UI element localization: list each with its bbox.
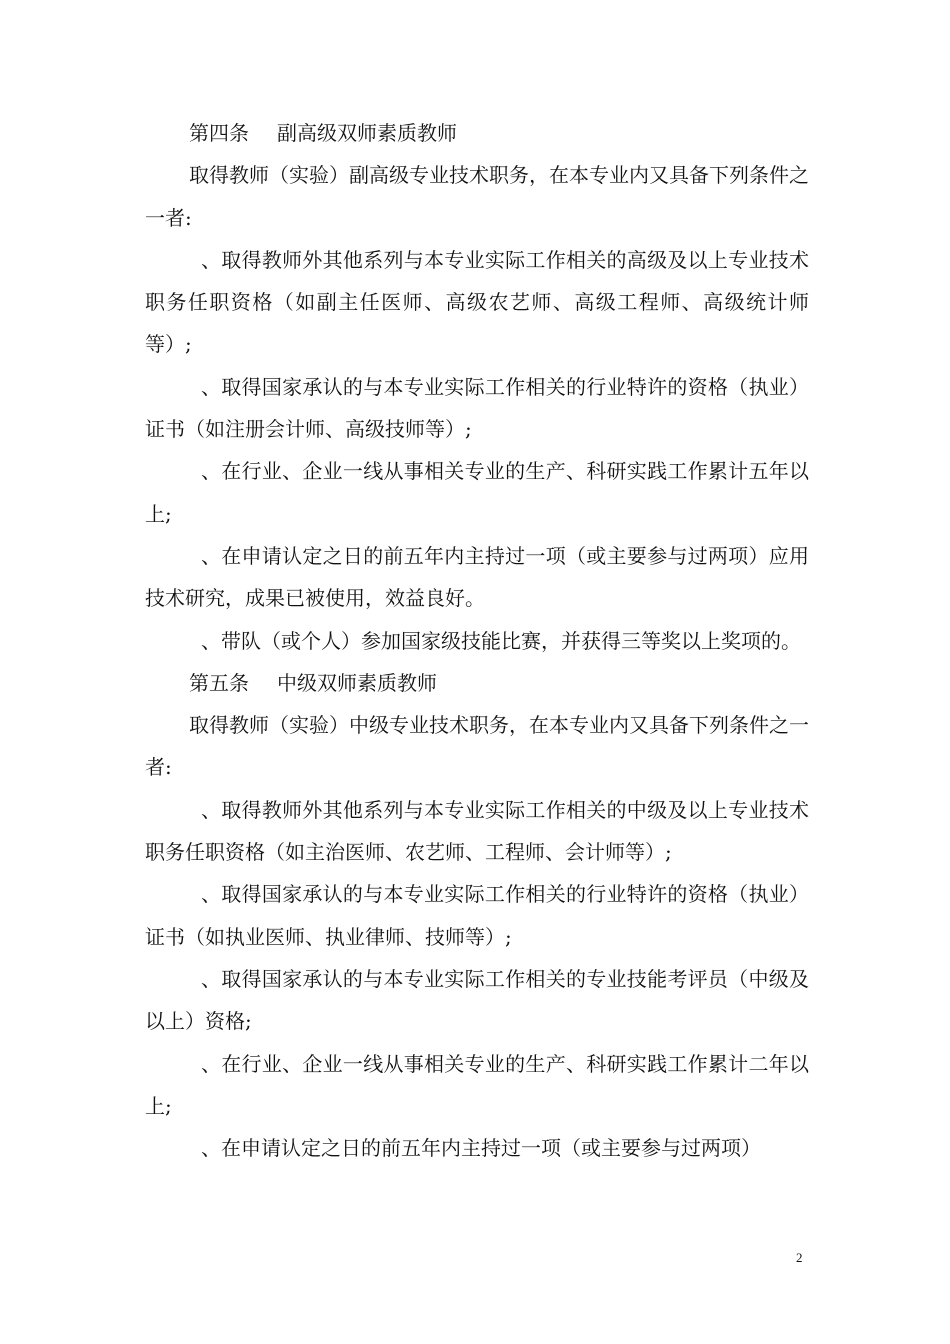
article-4-item-3: 、在行业、企业一线从事相关专业的生产、科研实践工作累计五年以上; bbox=[145, 459, 809, 526]
page-number: 2 bbox=[796, 1250, 803, 1265]
article-4-item-5: 、带队（或个人）参加国家级技能比赛，并获得三等奖以上奖项的。 bbox=[201, 628, 801, 653]
article-5-intro: 取得教师（实验）中级专业技术职务，在本专业内又具备下列条件之一者: bbox=[145, 713, 809, 780]
article-5-heading bbox=[145, 662, 809, 704]
article-5-item-3: 、取得国家承认的与本专业实际工作相关的专业技能考评员（中级及以上）资格; bbox=[145, 966, 809, 1034]
article-4-item-4: 、在申请认定之日的前五年内主持过一项（或主要参与过两项）应用技术研究，成果已被使用，效益良好。 bbox=[145, 543, 809, 611]
article-4-intro: 取得教师（实验）副高级专业技术职务，在本专业内又具备下列条件之一者: bbox=[145, 163, 809, 230]
article-4-number: 第四条 bbox=[189, 121, 249, 145]
article-5-item-2: 、取得国家承认的与本专业实际工作相关的行业特许的资格（执业）证书（如执业医师、执业律师、技师等）; bbox=[145, 882, 809, 949]
article-4-item-1: 、取得教师外其他系列与本专业实际工作相关的高级及以上专业技术职务任职资格（如副主任医师、高级农艺师、高级工程师、高级统计师等）; bbox=[145, 247, 809, 357]
article-4-heading bbox=[145, 112, 809, 154]
document-body bbox=[145, 112, 809, 1169]
article-5-item-1: 、取得教师外其他系列与本专业实际工作相关的中级及以上专业技术职务任职资格（如主治医师、农艺师、工程师、会计师等）; bbox=[145, 797, 809, 865]
article-5-title: 中级双师素质教师 bbox=[277, 670, 437, 695]
article-5-item-5: 、在申请认定之日的前五年内主持过一项（或主要参与过两项） bbox=[201, 1136, 761, 1161]
article-5-item-4: 、在行业、企业一线从事相关专业的生产、科研实践工作累计二年以上; bbox=[145, 1051, 809, 1118]
article-4-title: 副高级双师素质教师 bbox=[277, 121, 457, 145]
article-4-item-2: 、取得国家承认的与本专业实际工作相关的行业特许的资格（执业）证书（如注册会计师、高级技师等）; bbox=[145, 374, 809, 442]
article-5-number: 第五条 bbox=[189, 670, 249, 695]
